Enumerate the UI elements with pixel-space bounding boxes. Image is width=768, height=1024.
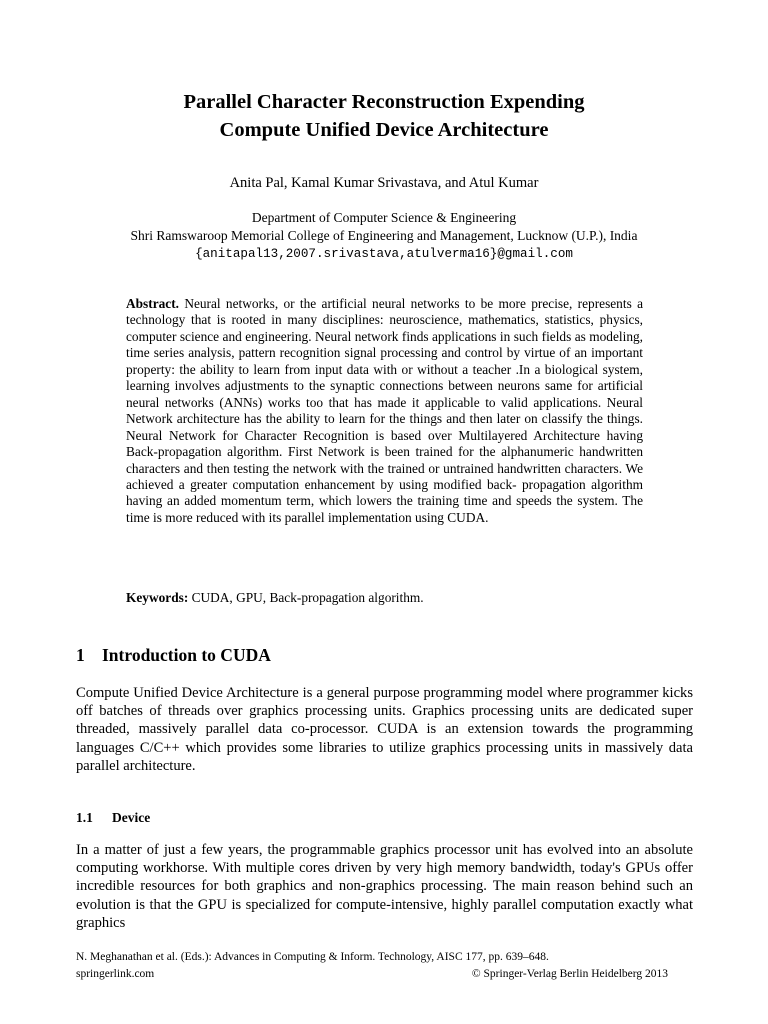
department: Department of Computer Science & Engineering	[251, 210, 517, 225]
section-title: Introduction to CUDA	[102, 645, 271, 665]
footer-publisher	[76, 966, 668, 982]
paper-title	[0, 88, 768, 144]
subsection-title: Device	[112, 810, 151, 825]
abstract-text: Neural networks, or the artificial neural networks to be more precise, represents a technology that is rooted in many disciplines: neuroscience, mathematics, statistics, physics, computer science and engineering. Neural network finds applications in such fields as modeling, time series analysis, pattern recognition signal processing and control by virtue of an important property: the ability to learn from input data with or without a teacher .In a biological system, learning involves adjustments to the synaptic connections between neurons same for artificial neural networks (ANNs) works too that has made it applicable to valid applications. Neural Network architecture has the ability to learn for the things and then later on classify the things. Neural Network for Character Recognition is based over Multilayered Architecture having Back-propagation algorithm. First Network is been trained for the alphanumeric handwritten characters and then testing the network with the trained or untrained handwritten characters. We achieved a greater computation enhancement by using modified back- propagation algorithm having an added momentum term, which lowers the training time and speeds the system. The time is more reduced with its parallel implementation using CUDA.	[126, 296, 643, 525]
subsection-heading-device	[76, 810, 150, 826]
title-line-2: Compute Unified Device Architecture	[219, 119, 549, 141]
device-paragraph: In a matter of just a few years, the programmable graphics processor unit has evolved into an absolute computing workhorse. With multiple cores driven by very high memory bandwidth, today's GPUs offer incredible resources for both graphics and non-graphics processing. The main reason behind such an evolution is that the GPU is specialized for compute-intensive, highly parallel computation exactly what graphics	[76, 842, 693, 931]
institution: Shri Ramswaroop Memorial College of Engineering and Management, Lucknow (U.P.), India	[130, 228, 638, 243]
section-heading-introduction	[76, 645, 271, 666]
subsection-number: 1.1	[76, 810, 93, 825]
author-list: Anita Pal, Kamal Kumar Srivastava, and Atul Kumar	[229, 175, 539, 191]
author-emails: {anitapal13,2007.srivastava,atulverma16}@gmail.com	[195, 247, 573, 261]
section-number: 1	[76, 645, 85, 665]
keywords-text: CUDA, GPU, Back-propagation algorithm.	[191, 590, 424, 605]
keywords-label: Keywords:	[126, 590, 189, 605]
title-line-1: Parallel Character Reconstruction Expending	[183, 91, 585, 113]
affiliation-block	[0, 209, 768, 263]
keywords	[126, 589, 643, 606]
footer-copyright: © Springer-Verlag Berlin Heidelberg 2013	[471, 968, 668, 980]
abstract	[126, 296, 643, 526]
footer-site: springerlink.com	[76, 968, 155, 980]
introduction-paragraph: Compute Unified Device Architecture is a general purpose programming model where programmer kicks off batches of threads over graphics processing units. Graphics processing units are dedicated super threaded, massively parallel data co-processor. CUDA is an extension towards the programming languages C/C++ which provides some libraries to utilize graphics processing units in massively data parallel architecture.	[76, 685, 693, 774]
footer-citation: N. Meghanathan et al. (Eds.): Advances in Computing & Inform. Technology, AISC 177, pp. 639–648.	[76, 951, 549, 963]
abstract-label: Abstract.	[126, 296, 179, 311]
